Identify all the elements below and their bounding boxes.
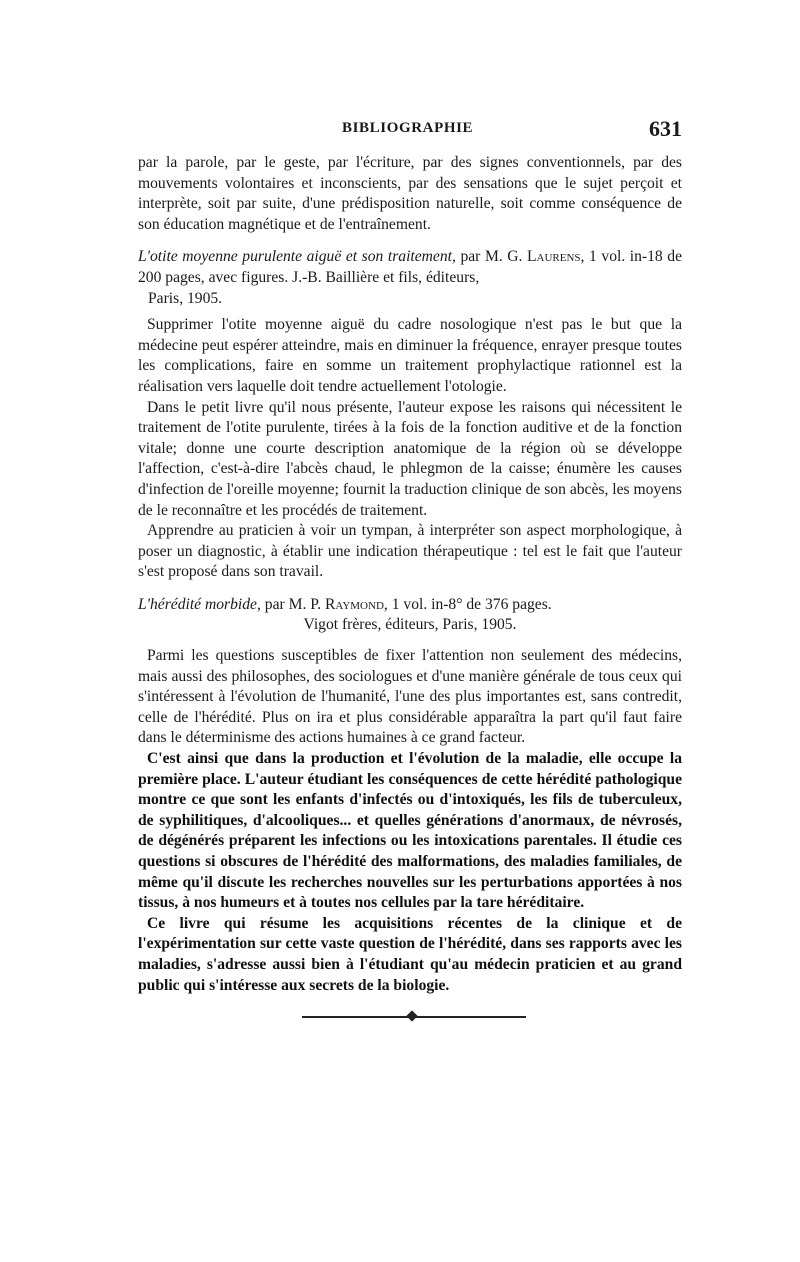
page-body (138, 153, 682, 996)
intro-paragraph: par la parole, par le geste, par l'écriture, par des signes conventionnels, par des mouvements volontaires et inconscients, par des sensations que le sujet perçoit et interprète, soit par suite, d'une prédisposition naturelle, soit comme conséquence de son éducation magnétique et de l'entraînement. (138, 154, 682, 233)
review1-by: par M. G. (455, 248, 528, 266)
review1-publication: 1 vol. in-18 de 200 pages, avec figures. J.-B. Baillière et fils, éditeurs, (138, 248, 682, 286)
end-ornament-rule (302, 1016, 526, 1018)
review1-paragraph-2: Dans le petit livre qu'il nous présente, l'auteur expose les raisons qui nécessitent le traitement de l'otite purulente, tirées à la fois de la fonction auditive et de la fonction vitale; donne une courte description anatomique de la région où se développe l'affection, c'est-à-dire l'abcès chaud, le phlegmon de la caisse; énumère les causes d'infection de l'oreille moyenne; fournit la traduction clinique de son abcès, les moyens de le reconnaître et les procédés de traitement. (138, 398, 682, 519)
review2-title: L'hérédité morbide, (138, 595, 261, 613)
review2-paragraph-2: C'est ainsi que dans la production et l'évolution de la maladie, elle occupe la première place. L'auteur étudiant les conséquences de cette hérédité pathologique montre ce que sont les enfants d'infectés ou d'intoxiqués, les fils de tuberculeux, de syphilitiques, d'alcooliques... et quelles générations d'anormaux, de névrosés, de dégénérés préparent les infections ou les intoxications parentales. Il étudie ces questions si obscures de l'hérédité des malformations, des maladies familiales, de même qu'il discute les recherches nouvelles sur les perturbations apportées à nos tissus, à nos humeurs et à toutes nos cellules par la tare héréditaire. (138, 750, 682, 912)
review2-author: Raymond, (325, 595, 388, 613)
review1-paragraph-1: Supprimer l'otite moyenne aiguë du cadre nosologique n'est pas le but que la médecine peut espérer atteindre, mais en diminuer la fréquence, enrayer presque toutes les complications, faire en somme un traitement prophylactique rationnel est la réalisation vers laquelle doit tendre actuellement l'otologie. (138, 316, 682, 395)
page-number: 631 (649, 116, 682, 141)
review2-paragraph-1: Parmi les questions susceptibles de fixer l'attention non seulement des médecins, mais aussi des philosophes, des sociologues et d'une manière générale de tous ceux qui s'intéressent à l'évolution de l'humanité, l'une des plus importantes est, sans contredit, celle de l'hérédité. Plus on ira et plus considérable apparaîtra la part qu'il faut faire dans le déterminisme des actions humaines à ce grand facteur. (138, 647, 682, 747)
review1-paragraph-3: Apprendre au praticien à voir un tympan, à interpréter son aspect morphologique, à poser un diagnostic, à établir une indication thérapeutique : tel est le fait que l'auteur s'est proposé dans son travail. (138, 522, 682, 581)
review2-paragraph-3: Ce livre qui résume les acquisitions récentes de la clinique et de l'expérimentation sur cette vaste question de l'hérédité, dans ses rapports avec les maladies, s'adresse aussi bien à l'étudiant qu'au médecin praticien et au grand public qui s'intéresse aux secrets de la biologie. (138, 914, 682, 994)
review1-author: Laurens, (527, 248, 585, 266)
diamond-ornament-icon (406, 1010, 417, 1021)
page-header (138, 116, 682, 144)
review2-publisher: Vigot frères, éditeurs, Paris, 1905. (303, 616, 517, 634)
running-title: BIBLIOGRAPHIE (342, 120, 474, 136)
review1-title: L'otite moyenne purulente aiguë et son traitement, (138, 248, 456, 266)
review2-by: par M. P. (260, 595, 325, 613)
review2-entry (138, 595, 682, 636)
review2-publication: 1 vol. in-8° de 376 pages. (387, 595, 552, 613)
review1-entry (138, 247, 682, 309)
review1-publication-place: Paris, 1905. (148, 289, 223, 307)
